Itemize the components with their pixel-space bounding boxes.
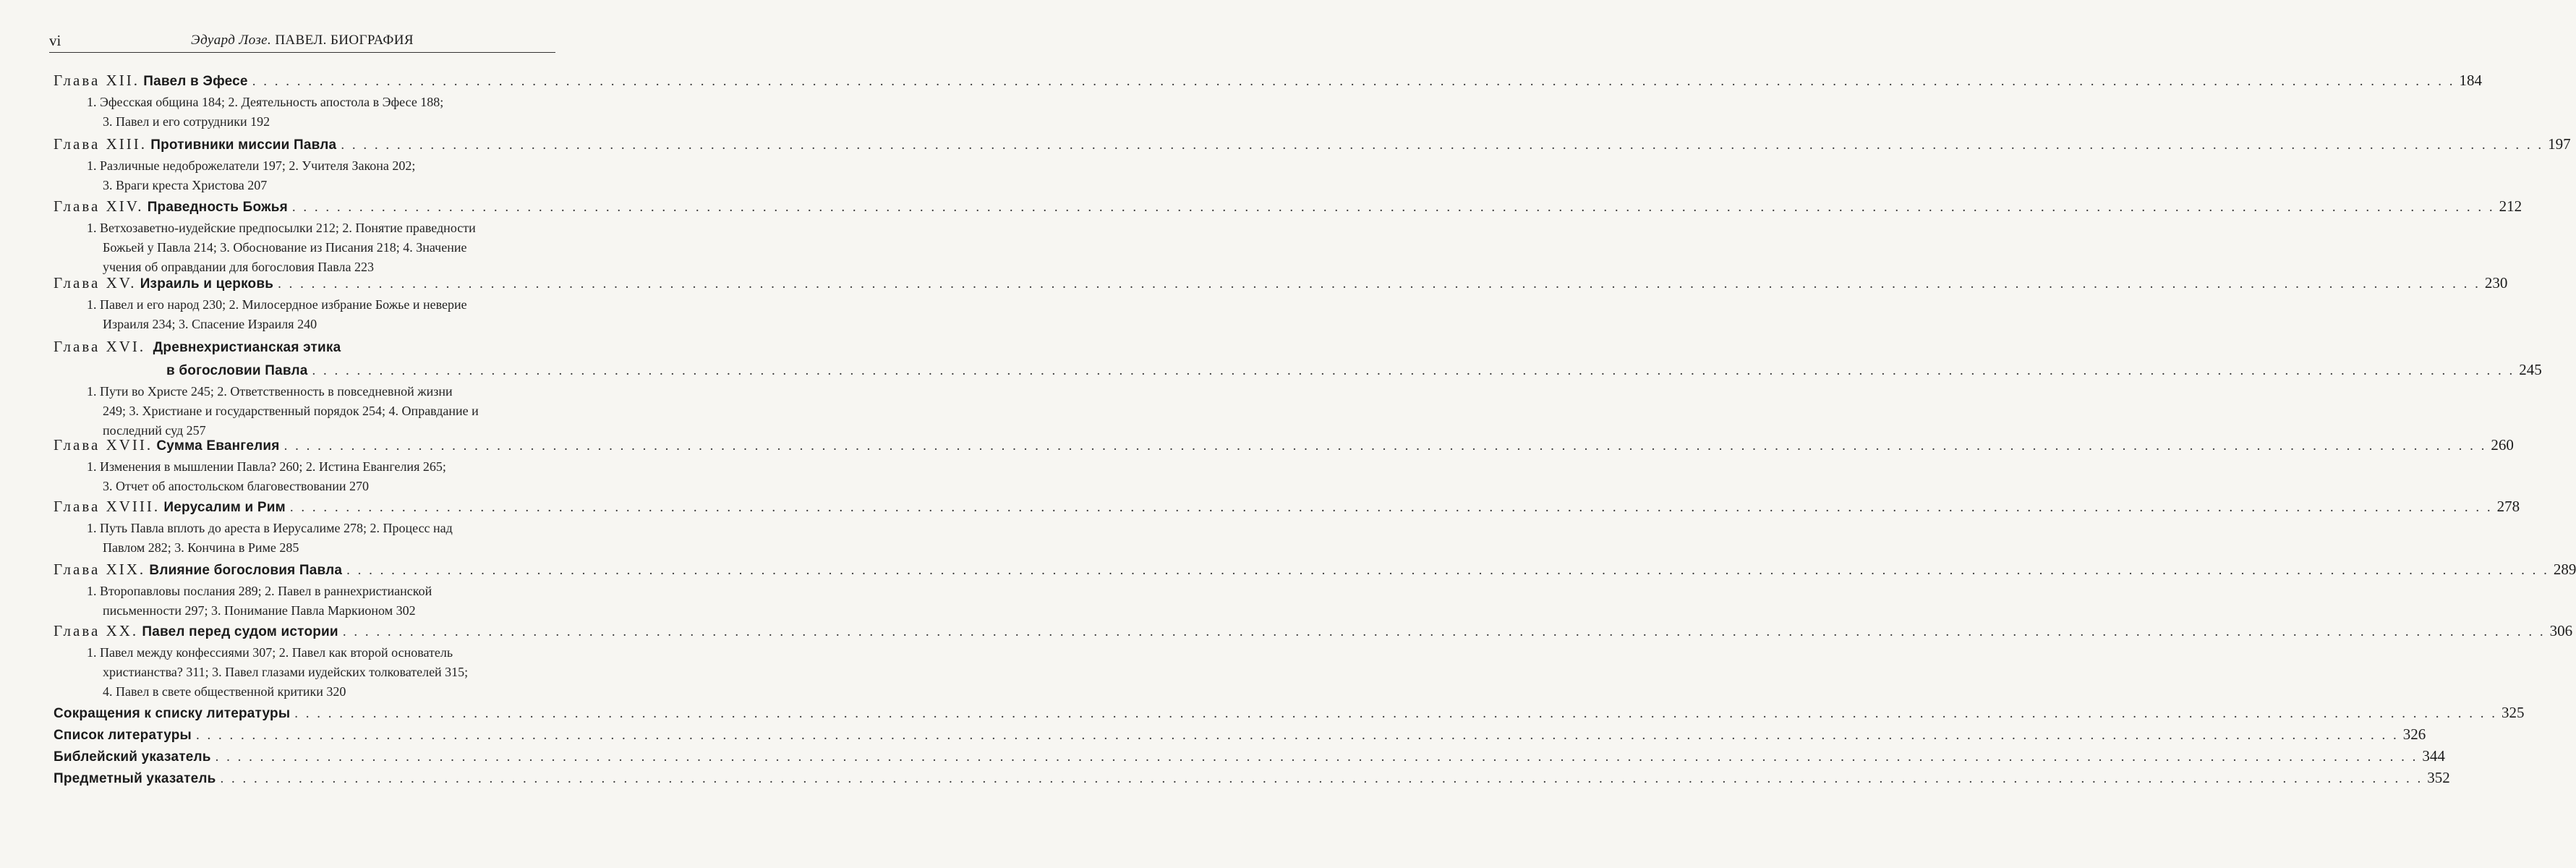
chapter-label: Глава XIX. — [54, 561, 146, 578]
leader-dots — [221, 768, 2423, 790]
section-line: христианства? 311; 3. Павел глазами иудейских толкователей 315; — [103, 665, 469, 679]
section-line: 3. Враги креста Христова 207 — [103, 178, 268, 192]
chapter-label: Глава XVIII. — [54, 498, 161, 515]
chapter-page: 245 — [2519, 361, 2542, 378]
chapter-title: Древнехристианская этика — [153, 340, 341, 355]
chapter-sections — [87, 295, 555, 334]
chapter-sections — [87, 457, 555, 496]
back-matter-page: 344 — [2422, 747, 2445, 765]
leader-dots — [290, 497, 2493, 519]
page-number: vi — [49, 32, 61, 49]
running-title — [49, 33, 555, 48]
section-line: 3. Отчет об апостольском благовествовании 270 — [103, 479, 370, 493]
toc-chapter-13[interactable] — [54, 133, 2571, 195]
back-matter-title: Список литературы — [54, 728, 192, 743]
section-line: Павлом 282; 3. Кончина в Риме 285 — [103, 540, 299, 555]
leader-dots — [284, 435, 2487, 457]
chapter-sections — [87, 218, 555, 277]
chapter-label: Глава XIV. — [54, 197, 144, 215]
chapter-title: Противники миссии Павла — [150, 137, 337, 153]
section-line: 1. Ветхозаветно-иудейские предпосылки 212; 2. Понятие праведности — [87, 221, 476, 235]
chapter-sections — [87, 643, 555, 702]
toc-back-subject-index[interactable] — [54, 767, 2450, 790]
header-book-title: ПАВЕЛ. БИОГРАФИЯ — [275, 33, 414, 48]
chapter-title-continued: в богословии Павла — [166, 363, 308, 378]
chapter-page: 289 — [2553, 561, 2576, 578]
chapter-page: 306 — [2549, 622, 2573, 639]
section-line: 4. Павел в свете общественной критики 320 — [103, 684, 346, 699]
section-line: 1. Павел между конфессиями 307; 2. Павел как второй основатель — [87, 645, 453, 660]
chapter-label: Глава XVII. — [54, 436, 153, 454]
leader-dots — [294, 703, 2497, 725]
section-line: 1. Путь Павла вплоть до ареста в Иерусалиме 278; 2. Процесс над — [87, 521, 453, 535]
section-line: 1. Пути во Христе 245; 2. Ответственность в повседневной жизни — [87, 384, 453, 399]
section-line: 1. Изменения в мышлении Павла? 260; 2. Истина Евангелия 265; — [87, 459, 446, 474]
running-header — [49, 32, 555, 53]
toc-chapter-20[interactable] — [54, 620, 2573, 702]
section-line: 1. Второпавловы послания 289; 2. Павел в раннехристианской — [87, 584, 432, 598]
chapter-page: 230 — [2484, 274, 2508, 292]
back-matter-title: Библейский указатель — [54, 749, 211, 765]
chapter-sections — [87, 519, 555, 558]
section-line: 249; 3. Христиане и государственный порядок 254; 4. Оправдание и — [103, 404, 479, 418]
section-line: учения об оправдании для богословия Павла 223 — [103, 260, 375, 274]
chapter-title: Павел в Эфесе — [143, 74, 248, 89]
chapter-page: 212 — [2499, 197, 2522, 215]
leader-dots — [346, 560, 2549, 582]
leader-dots — [278, 273, 2481, 295]
header-author: Эдуард Лозе. — [191, 33, 272, 48]
chapter-label: Глава XV. — [54, 274, 137, 292]
chapter-page: 197 — [2548, 135, 2571, 153]
chapter-title: Иерусалим и Рим — [163, 500, 286, 515]
leader-dots — [292, 197, 2495, 218]
chapter-label: Глава XVI. — [54, 338, 146, 355]
section-line: последний суд 257 — [103, 423, 206, 438]
toc-chapter-14[interactable] — [54, 195, 2522, 277]
section-line: Израиля 234; 3. Спасение Израиля 240 — [103, 317, 317, 331]
toc-chapter-18[interactable] — [54, 495, 2520, 558]
chapter-label: Глава XII. — [54, 72, 140, 89]
chapter-title: Влияние богословия Павла — [149, 563, 343, 578]
chapter-sections — [87, 582, 555, 621]
back-matter-page: 352 — [2427, 769, 2450, 786]
section-line: 1. Эфесская община 184; 2. Деятельность апостола в Эфесе 188; — [87, 95, 444, 109]
chapter-title: Израиль и церковь — [140, 276, 274, 292]
chapter-label: Глава XX. — [54, 622, 139, 639]
leader-dots — [216, 746, 2418, 768]
leader-dots — [312, 360, 2515, 382]
chapter-sections — [87, 382, 555, 441]
toc-back-bibliography[interactable] — [54, 723, 2426, 746]
chapter-label: Глава XIII. — [54, 135, 147, 153]
section-line: Божьей у Павла 214; 3. Обоснование из Писания 218; 4. Значение — [103, 240, 467, 255]
back-matter-page: 325 — [2502, 704, 2525, 721]
leader-dots — [341, 135, 2543, 156]
chapter-title: Павел перед судом истории — [142, 624, 338, 639]
toc-back-biblical-index[interactable] — [54, 745, 2445, 768]
toc-chapter-16[interactable] — [54, 336, 2542, 441]
chapter-title: Праведность Божья — [147, 200, 288, 215]
back-matter-title: Предметный указатель — [54, 771, 216, 786]
chapter-sections — [87, 156, 555, 195]
toc-chapter-15[interactable] — [54, 272, 2508, 334]
section-line: письменности 297; 3. Понимание Павла Маркионом 302 — [103, 603, 416, 618]
section-line: 3. Павел и его сотрудники 192 — [103, 114, 270, 129]
toc-back-abbreviations[interactable] — [54, 702, 2525, 725]
back-matter-title: Сокращения к списку литературы — [54, 706, 291, 721]
section-line: 1. Павел и его народ 230; 2. Милосердное избрание Божье и неверие — [87, 297, 467, 312]
leader-dots — [196, 725, 2399, 746]
leader-dots — [252, 71, 2455, 93]
toc-chapter-17[interactable] — [54, 434, 2514, 496]
toc-chapter-19[interactable] — [54, 558, 2576, 621]
toc-chapter-12[interactable] — [54, 69, 2482, 132]
chapter-title: Сумма Евангелия — [156, 438, 280, 454]
leader-dots — [343, 621, 2546, 643]
chapter-page: 184 — [2459, 72, 2482, 89]
chapter-page: 260 — [2491, 436, 2514, 454]
back-matter-page: 326 — [2402, 726, 2426, 743]
chapter-sections — [87, 93, 555, 132]
chapter-page: 278 — [2496, 498, 2520, 515]
section-line: 1. Различные недоброжелатели 197; 2. Учителя Закона 202; — [87, 158, 416, 173]
